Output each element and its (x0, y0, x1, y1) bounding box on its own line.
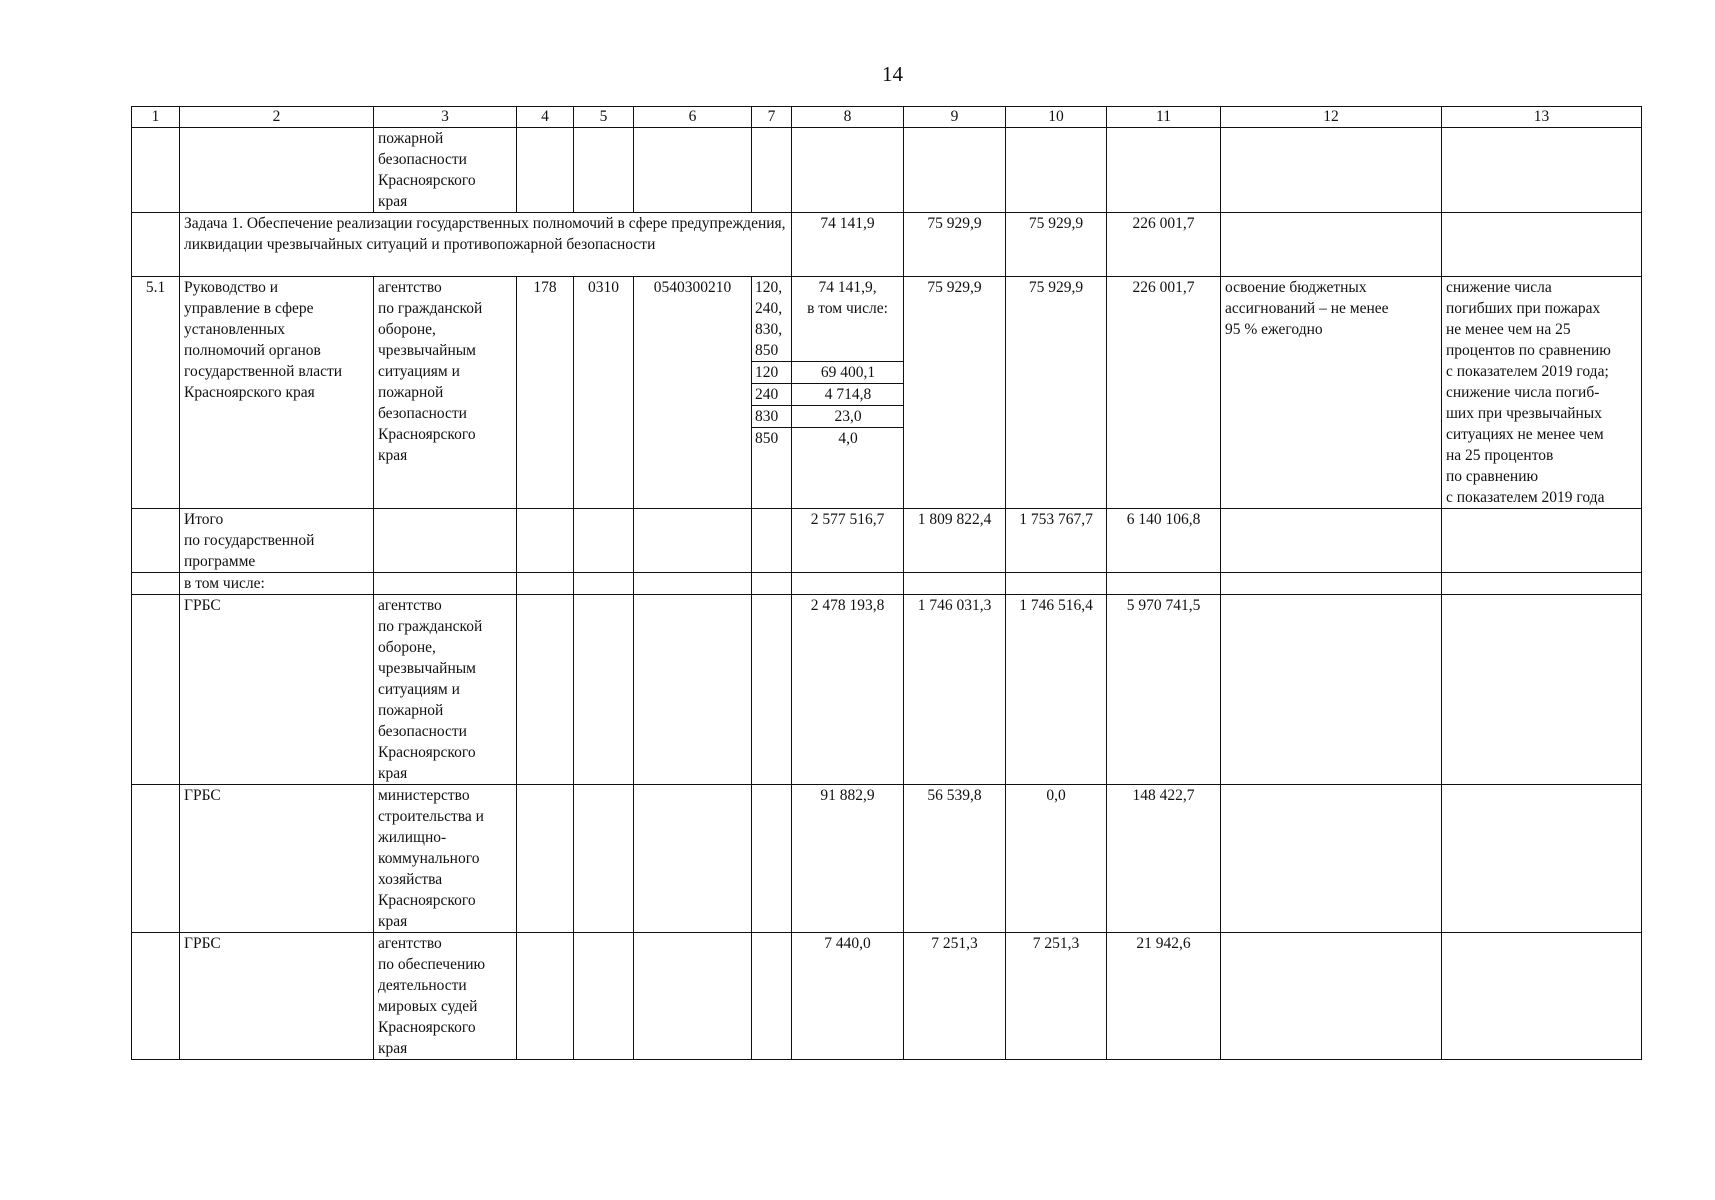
vr-all: 120, 240, 830, 850 (755, 279, 783, 359)
header-cell: 5 (574, 107, 634, 128)
value-cell: 21 942,6 (1107, 933, 1221, 1060)
row-number: 5.1 (132, 277, 180, 509)
grbs-label: ГРБС (180, 933, 374, 1060)
value-cell: 226 001,7 (1107, 213, 1221, 277)
header-cell: 8 (792, 107, 904, 128)
header-cell: 10 (1006, 107, 1107, 128)
vr-code: 120 (752, 361, 791, 383)
value-cell: 226 001,7 (1107, 277, 1221, 509)
value-cell: 148 422,7 (1107, 785, 1221, 933)
table-row-grbs (132, 785, 1642, 933)
grbs-label: ГРБС (180, 595, 374, 785)
value-cell: 7 251,3 (904, 933, 1006, 1060)
agency-cell: министерство строительства и жилищно- коммунального хозяйства Красноярского края (374, 785, 517, 933)
table-row-incl (132, 573, 1642, 595)
program-table (131, 106, 1642, 1060)
header-cell: 12 (1221, 107, 1442, 128)
sum-total: 74 141,9, в том числе: (807, 279, 888, 317)
table-row-task (132, 213, 1642, 277)
header-cell: 13 (1442, 107, 1642, 128)
value-cell: 1 746 031,3 (904, 595, 1006, 785)
value-cell: 2 577 516,7 (792, 509, 904, 573)
sum-value: 4,0 (792, 427, 904, 449)
header-cell: 11 (1107, 107, 1221, 128)
header-cell: 2 (180, 107, 374, 128)
table-row-total (132, 509, 1642, 573)
value-cell: 1 753 767,7 (1006, 509, 1107, 573)
csr-code: 0540300210 (634, 277, 752, 509)
header-cell: 3 (374, 107, 517, 128)
value-cell: 6 140 106,8 (1107, 509, 1221, 573)
value-cell: 75 929,9 (1006, 213, 1107, 277)
total-label: Итого по государственной программе (180, 509, 374, 573)
value-cell: 5 970 741,5 (1107, 595, 1221, 785)
sum-value: 69 400,1 (792, 361, 904, 383)
value-cell: 91 882,9 (792, 785, 904, 933)
header-row (132, 107, 1642, 128)
table-row-grbs (132, 933, 1642, 1060)
value-cell: 1 746 516,4 (1006, 595, 1107, 785)
value-cell: 75 929,9 (904, 277, 1006, 509)
sum-value: 4 714,8 (792, 383, 904, 405)
expected-result: освоение бюджетных ассигнований – не менее 95 % ежегодно (1221, 277, 1442, 509)
header-cell: 6 (634, 107, 752, 128)
table-row-5-1 (132, 277, 1642, 509)
agency-cell: агентство по гражданской обороне, чрезвычайным ситуациям и пожарной безопасности Красноярского края (374, 277, 517, 509)
vr-code: 240 (752, 383, 791, 405)
value-cell: 74 141,9 (792, 213, 904, 277)
sum-breakdown (792, 277, 904, 509)
grbs-label: ГРБС (180, 785, 374, 933)
rzpr-code: 0310 (574, 277, 634, 509)
activity-name: Руководство и управление в сфере установленных полномочий органов государственной власти Красноярского края (180, 277, 374, 509)
value-cell: 1 809 822,4 (904, 509, 1006, 573)
value-cell: 7 440,0 (792, 933, 904, 1060)
vr-code: 830 (752, 405, 791, 427)
header-cell: 1 (132, 107, 180, 128)
agency-cell: пожарной безопасности Красноярского края (374, 128, 517, 213)
value-cell: 0,0 (1006, 785, 1107, 933)
vr-code: 850 (752, 427, 791, 449)
value-cell: 2 478 193,8 (792, 595, 904, 785)
including-label: в том числе: (180, 573, 374, 595)
value-cell: 75 929,9 (1006, 277, 1107, 509)
indicator-text: снижение числа погибших при пожарах не менее чем на 25 процентов по сравнению с показателем 2019 года; снижение числа погиб- ших при чрезвычайных ситуациях не менее чем на 25 процентов по сравнению с показателем 2019 года (1442, 277, 1642, 509)
header-cell: 9 (904, 107, 1006, 128)
header-cell: 7 (752, 107, 792, 128)
table-row-grbs (132, 595, 1642, 785)
grbs-code: 178 (517, 277, 574, 509)
sum-value: 23,0 (792, 405, 904, 427)
page-number: 14 (882, 62, 903, 86)
value-cell: 56 539,8 (904, 785, 1006, 933)
task-description: Задача 1. Обеспечение реализации государственных полномочий в сфере предупреждения, ликвидации чрезвычайных ситуаций и противопожарной безопасности (180, 213, 792, 277)
agency-cell: агентство по обеспечению деятельности мировых судей Красноярского края (374, 933, 517, 1060)
vr-codes (752, 277, 792, 509)
value-cell: 7 251,3 (1006, 933, 1107, 1060)
table-row-continuation (132, 128, 1642, 213)
value-cell: 75 929,9 (904, 213, 1006, 277)
header-cell: 4 (517, 107, 574, 128)
agency-cell: агентство по гражданской обороне, чрезвычайным ситуациям и пожарной безопасности Красноярского края (374, 595, 517, 785)
